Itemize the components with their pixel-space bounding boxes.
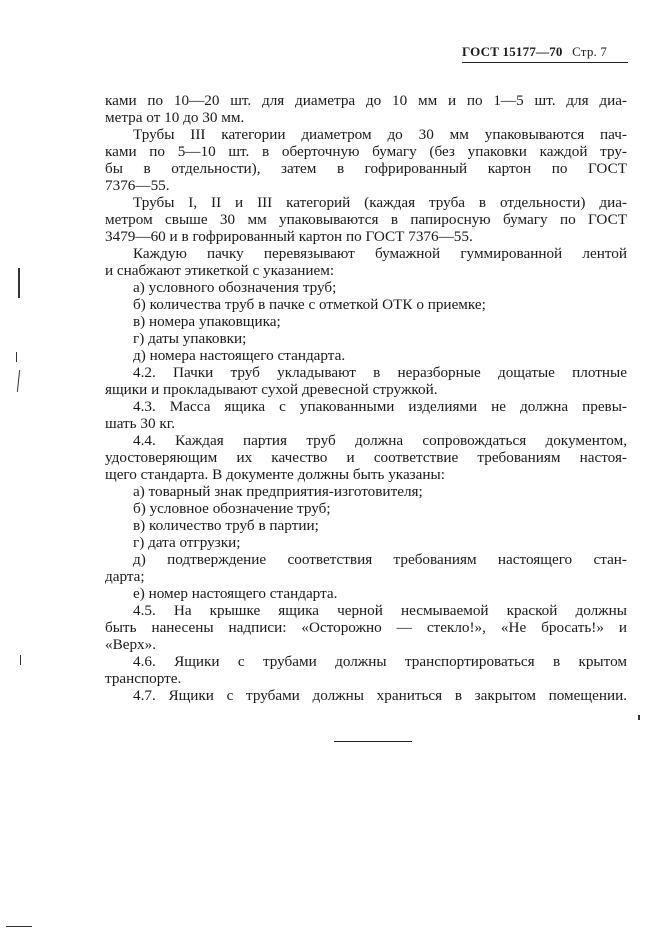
text-line: 3479—60 и в гофрированный картон по ГОСТ 7376—55. <box>105 228 473 245</box>
text-line: а) товарный знак предприятия-изготовителя; <box>133 483 423 500</box>
text-line: 4.2. Пачки труб укладывают в неразборные дощатые плотные <box>133 364 627 381</box>
text-line: удостоверяющим их качество и соответствие требованиям настоя- <box>105 449 627 466</box>
text-line: 7376—55. <box>105 177 170 194</box>
text-line: ками по 10—20 шт. для диаметра до 10 мм и по 1—5 шт. для диа- <box>105 92 627 109</box>
text-line: е) номер настоящего стандарта. <box>133 585 338 602</box>
text-line: в) номера упаковщика; <box>133 313 281 330</box>
text-line: 4.4. Каждая партия труб должна сопровождаться документом, <box>133 432 627 449</box>
text-line: метра от 10 до 30 мм. <box>105 109 245 126</box>
text-line: Трубы III категории диаметром до 30 мм упаковываются пач- <box>133 126 627 143</box>
text-line: дарта; <box>105 568 145 585</box>
text-line: 4.7. Ящики с трубами должны храниться в закрытом помещении. <box>133 687 627 704</box>
scan-mark <box>6 926 32 927</box>
text-line: метром свыше 30 мм упаковываются в папиросную бумагу по ГОСТ <box>105 211 627 228</box>
text-line: Трубы I, II и III категорий (каждая труба в отдельности) диа- <box>133 194 627 211</box>
text-line: 4.6. Ящики с трубами должны транспортироваться в крытом <box>133 653 627 670</box>
text-line: г) даты упаковки; <box>133 330 247 347</box>
text-line: ками по 5—10 шт. в оберточную бумагу (без упаковки каждой тру- <box>105 143 627 160</box>
scan-mark <box>20 655 21 665</box>
standard-number: ГОСТ 15177—70 <box>462 44 563 59</box>
text-line: г) дата отгрузки; <box>133 534 241 551</box>
text-line: шать 30 кг. <box>105 415 176 432</box>
end-divider <box>334 741 412 742</box>
page-header <box>462 44 628 63</box>
text-line: Каждую пачку перевязывают бумажной гуммированной лентой <box>133 245 627 262</box>
scan-mark <box>16 352 17 362</box>
text-line: и снабжают этикеткой с указанием: <box>105 262 335 279</box>
text-line: щего стандарта. В документе должны быть указаны: <box>105 466 445 483</box>
scan-mark <box>638 715 640 720</box>
text-line: бы в отдельности), затем в гофрированный картон по ГОСТ <box>105 160 627 177</box>
text-line: 4.5. На крышке ящика черной несмываемой краской должны <box>133 602 627 619</box>
text-line: а) условного обозначения труб; <box>133 279 337 296</box>
text-line: б) количества труб в пачке с отметкой ОТК о приемке; <box>133 296 486 313</box>
text-line: д) номера настоящего стандарта. <box>133 347 346 364</box>
scan-mark <box>18 268 20 298</box>
text-line: транспорте. <box>105 670 182 687</box>
text-line: б) условное обозначение труб; <box>133 500 331 517</box>
text-line: «Верх». <box>105 636 157 653</box>
scan-mark <box>17 370 21 392</box>
page-number: Стр. 7 <box>572 44 608 59</box>
text-line: в) количество труб в партии; <box>133 517 319 534</box>
text-line: быть нанесены надписи: «Осторожно — стекло!», «Не бросать!» и <box>105 619 627 636</box>
text-line: д) подтверждение соответствия требованиям настоящего стан- <box>133 551 627 568</box>
text-line: 4.3. Масса ящика с упакованными изделиями не должна превы- <box>133 398 627 415</box>
text-line: ящики и прокладывают сухой древесной стружкой. <box>105 381 438 398</box>
